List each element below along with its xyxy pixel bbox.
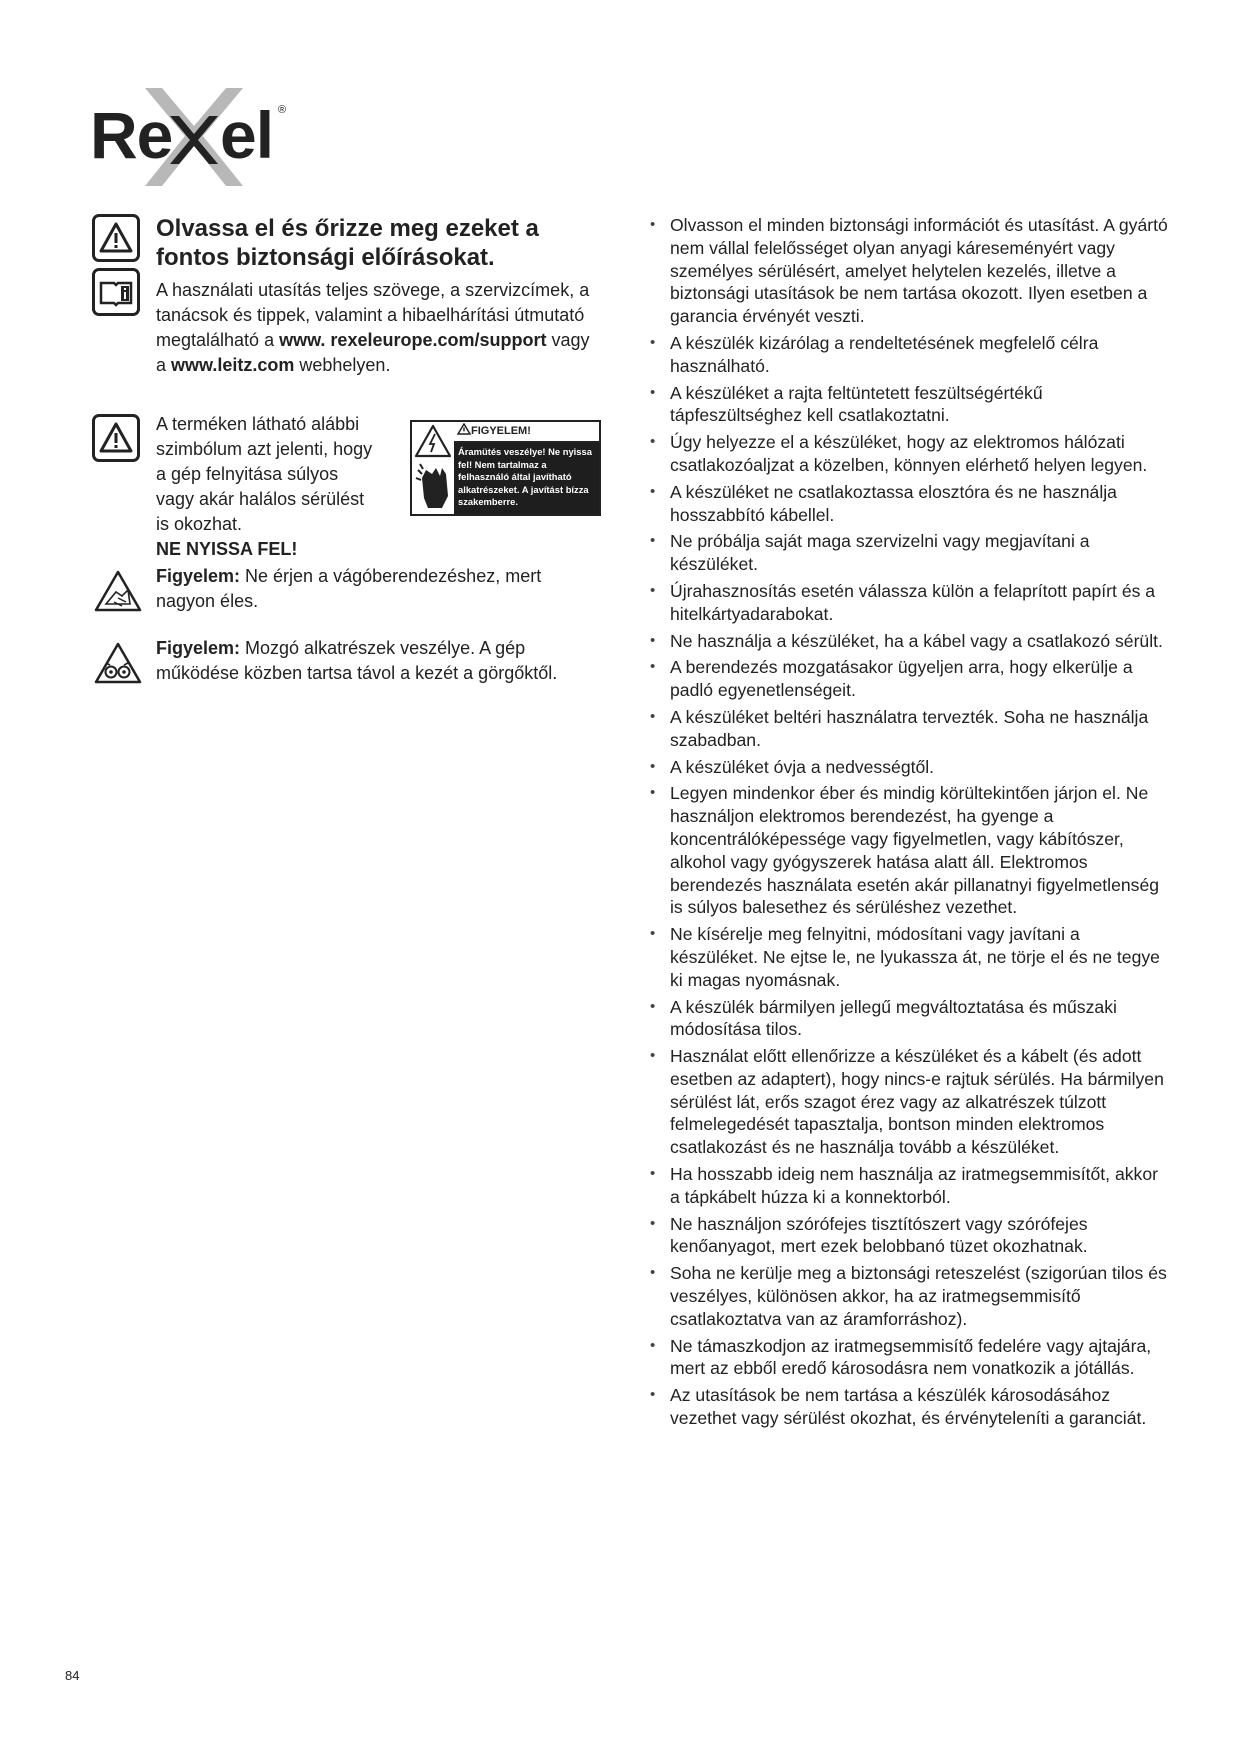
list-item: • Ha hosszabb ideig nem használja az iratmegsemmisítőt, akkor a tápkábelt húzza ki a konnektorból. (650, 1163, 1170, 1209)
list-item: • Ne kísérelje meg felnyitni, módosítani vagy javítani a készüléket. Ne ejtse le, ne lyukassza át, ne törje el és ne tegye ki magas nyomásnak. (650, 923, 1170, 991)
electric-shock-hand-icon (412, 422, 454, 514)
symbol-warning-text: A terméken látható alábbi szimbólum azt jelenti, hogy a gép felnyitása súlyos vagy akár halálos sérülést is okozhat. NE NYISSA FEL! (156, 414, 373, 559)
list-item: • Az utasítások be nem tartása a készülék károsodásához vezethet vagy sérülést okozhat, és érvényteleníti a garanciát. (650, 1384, 1170, 1430)
safety-instructions-list (650, 214, 1170, 1430)
warning-triangle-icon (92, 414, 140, 462)
intro-paragraph: A használati utasítás teljes szövege, a szervizcímek, a tanácsok és tippek, valamint a hibaelhárítási útmutató megtalálható a www. rexeleurope.com/support vagy a www.leitz.com webhelyen. (156, 280, 590, 375)
left-column (92, 214, 602, 716)
brand-logo (90, 84, 290, 190)
do-not-open-text: NE NYISSA FEL! (156, 539, 298, 559)
list-item: • A készüléket ne csatlakoztassa elosztóra és ne használja hosszabbító kábellel. (650, 481, 1170, 527)
list-item: • Használat előtt ellenőrizze a készüléket és a kábelt (és adott esetben az adaptert), hogy nincs-e rajtuk sérülés. Ha bármilyen sérülést lát, erős szagot érez vagy az alkatrészek túlzott felmelegedését tapasztalja, bontson minden elektromos csatlakozást és ne használja tovább a készüléket. (650, 1045, 1170, 1159)
list-item: • A készülék bármilyen jellegű megváltoztatása és műszaki módosítása tilos. (650, 996, 1170, 1042)
list-item: • A készüléket óvja a nedvességtől. (650, 756, 1170, 779)
leitz-link[interactable]: www.leitz.com (171, 355, 295, 375)
list-item: • Úgy helyezze el a készüléket, hogy az elektromos hálózati csatlakozóaljzat a közelben, könnyen elérhető helyen legyen. (650, 431, 1170, 477)
symbol-warning-block (92, 412, 602, 562)
list-item: • Legyen mindenkor éber és mindig körültekintően járjon el. Ne használjon elektromos berendezést, ha gyenge a koncentrálóképessége vagy figyelmetlen, vagy kábítószer, alkohol vagy gyógyszerek hatása alatt áll. Elektromos berendezés használata esetén akár pillanatnyi figyelmetlenség is súlyos balesethez és sérüléshez vezethet. (650, 782, 1170, 919)
logo-text-re: Re (90, 98, 173, 172)
support-link[interactable]: www. rexeleurope.com/support (279, 330, 547, 350)
moving-parts-caution-block (92, 636, 602, 716)
trademark-symbol: ® (278, 104, 287, 116)
list-item: • A berendezés mozgatásakor ügyeljen arra, hogy elkerülje a padló egyenetlenségeit. (650, 656, 1170, 702)
manual-book-icon (92, 268, 140, 316)
list-item: • A készüléket a rajta feltüntetett feszültségértékű tápfeszültséghez kell csatlakoztatni. (650, 382, 1170, 428)
list-item: • A készüléket beltéri használatra tervezték. Soha ne használja szabadban. (650, 706, 1170, 752)
list-item: • Ne próbálja saját maga szervizelni vagy megjavítani a készüléket. (650, 530, 1170, 576)
list-item: • Ne használjon szórófejes tisztítószert vagy szórófejes kenőanyagot, mert ezek belobbanó tüzet okozhatnak. (650, 1213, 1170, 1259)
list-item: • Újrahasznosítás esetén válassza külön a felaprított papírt és a hitelkártyadarabokat. (650, 580, 1170, 626)
list-item: • Ne támaszkodjon az iratmegsemmisítő fedelére vagy ajtajára, mert az ebből eredő károsodásra nem vonatkozik a jótállás. (650, 1335, 1170, 1381)
warning-triangle-icon (92, 214, 140, 262)
label-title: FIGYELEM! (454, 422, 599, 443)
safety-heading: Olvassa el és őrizze meg ezeket a fontos biztonsági előírásokat. (156, 215, 539, 271)
list-item: • Olvasson el minden biztonsági információt és utasítást. A gyártó nem vállal felelősséget olyan anyagi káreseményért vagy személyes sérülésért, amelyet helytelen kezelés, illetve a biztonsági utasítások be nem tartása okozott. Ilyen esetben a garancia érvényét veszti. (650, 214, 1170, 328)
warning-label-image (410, 420, 601, 516)
list-item: • Soha ne kerülje meg a biztonsági reteszelést (szigorúan tilos és veszélyes, különösen akkor, ha az iratmegsemmisítő csatlakoztatva van az áramforráshoz). (650, 1262, 1170, 1330)
label-body-text: Áramütés veszélye! Ne nyissa fel! Nem tartalmaz a felhasználó által javítható alkatrészeket. A javítást bízza szakemberre. (454, 443, 599, 514)
moving-parts-caution-text: Figyelem: Mozgó alkatrészek veszélye. A gép működése közben tartsa távol a kezét a görgőktől. (156, 638, 558, 683)
list-item: • Ne használja a készüléket, ha a kábel vagy a csatlakozó sérült. (650, 630, 1170, 653)
small-warning-icon (457, 423, 471, 435)
rotating-gears-hazard-icon (92, 640, 144, 688)
blade-cut-hazard-icon (92, 568, 144, 616)
list-item: • A készülék kizárólag a rendeltetésének megfelelő célra használható. (650, 332, 1170, 378)
cutting-caution-text: Figyelem: Ne érjen a vágóberendezéshez, mert nagyon éles. (156, 566, 542, 611)
intro-block (92, 214, 602, 404)
cutting-caution-block (92, 564, 602, 630)
right-column (650, 214, 1170, 1434)
page-number: 84 (65, 1668, 80, 1683)
logo-text-el: el (220, 98, 274, 172)
